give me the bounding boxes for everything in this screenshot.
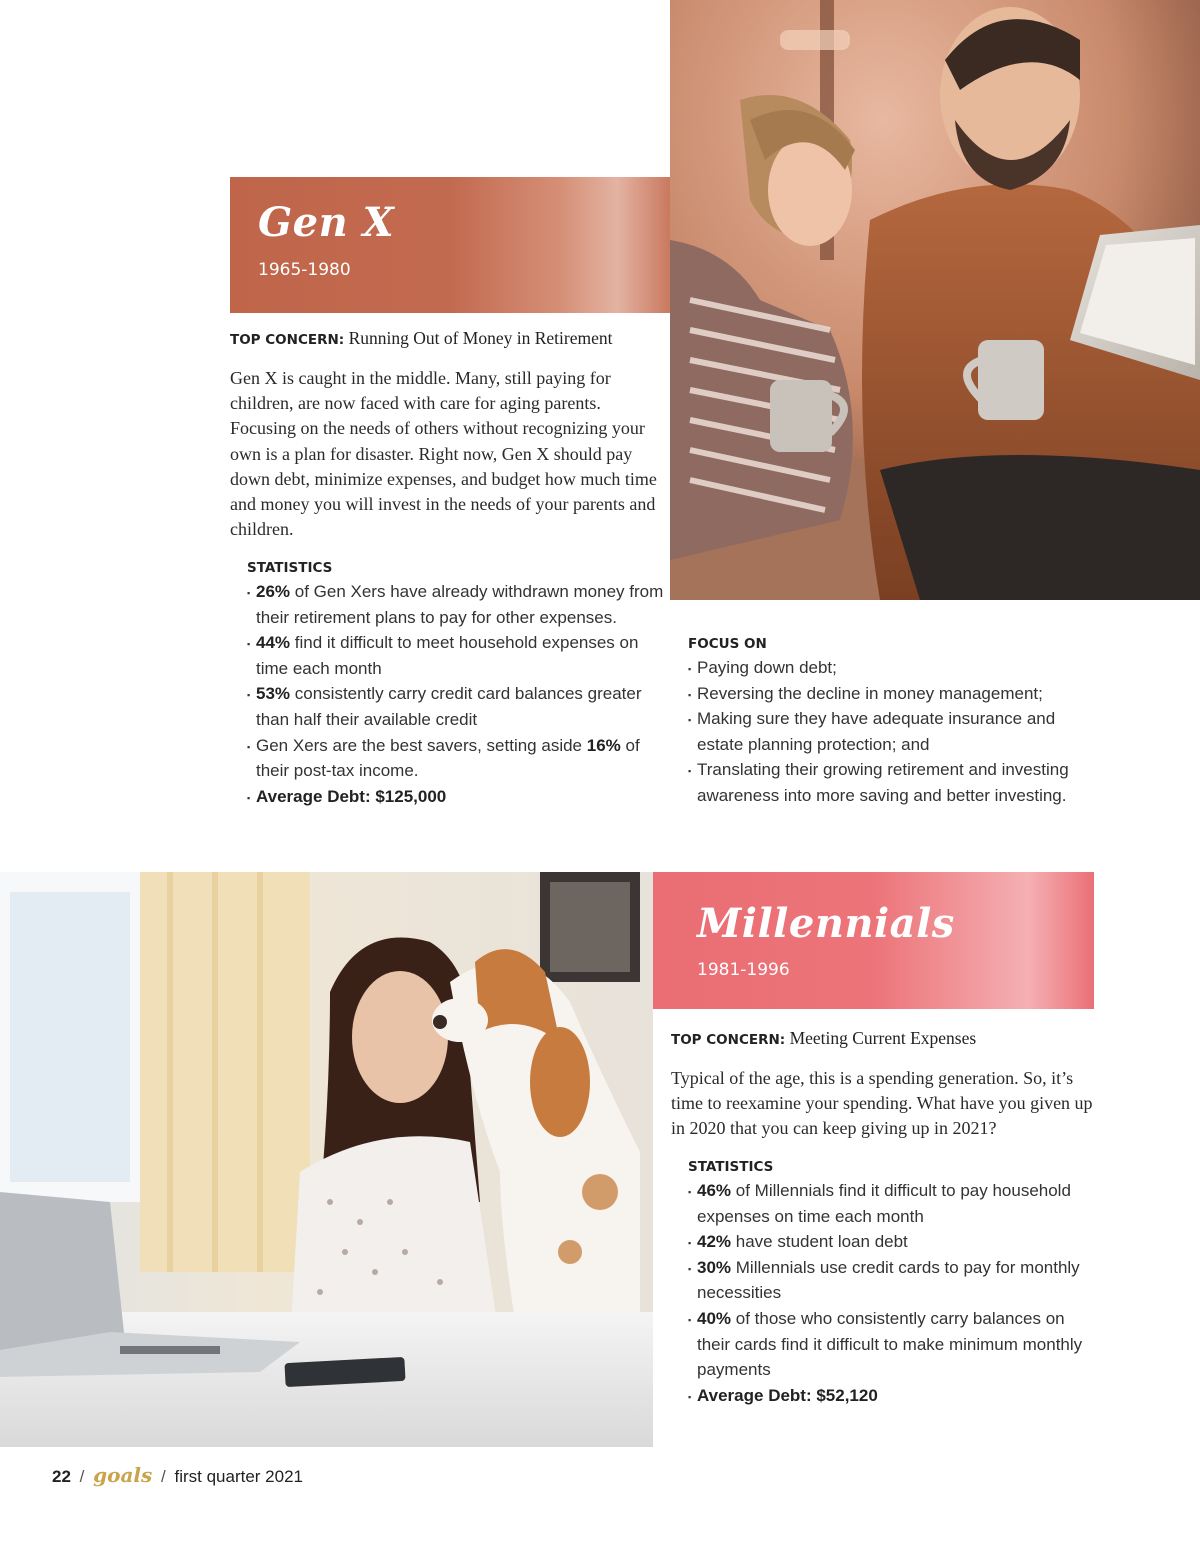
millennials-body: Typical of the age, this is a spending generation. So, it’s time to reexamine your spending. What have you given up in 2020 that you can keep giving up in 2021? <box>671 1068 1093 1139</box>
genx-top-concern <box>230 328 613 349</box>
footer-separator: / <box>79 1467 85 1486</box>
list-item: ▪ Average Debt: $125,000 <box>247 784 667 810</box>
list-item: ▪ 40% of those who consistently carry balances on their cards find it difficult to make minimum monthly payments <box>688 1306 1100 1383</box>
list-item: ▪ Gen Xers are the best savers, setting aside 16% of their post-tax income. <box>247 733 667 784</box>
woman-with-dog-photo <box>0 872 653 1447</box>
footer-separator: / <box>161 1467 166 1486</box>
genx-focus-on <box>688 633 1098 809</box>
genx-stats-heading: STATISTICS <box>247 560 333 576</box>
list-item: ▪ 44% find it difficult to meet household expenses on time each month <box>247 630 667 681</box>
page-footer <box>52 1463 303 1487</box>
millennials-concern-label: TOP CONCERN: <box>671 1032 786 1048</box>
issue-label: first quarter 2021 <box>174 1467 303 1486</box>
list-item: ▪ Making sure they have adequate insurance and estate planning protection; and <box>688 706 1098 757</box>
list-item: ▪ Translating their growing retirement and investing awareness into more saving and better investing. <box>688 757 1098 808</box>
genx-body: Gen X is caught in the middle. Many, still paying for children, are now faced with care for aging parents. Focusing on the needs of others without recognizing your own is a plan for disaster. Right now, Gen X should pay down debt, minimize expenses, and budget how much time and money you will invest in the needs of your parents and children. <box>230 368 657 540</box>
genx-years: 1965-1980 <box>258 260 351 280</box>
list-item: ▪ Average Debt: $52,120 <box>688 1383 1100 1409</box>
goals-logo: goals <box>93 1463 153 1487</box>
millennials-concern-text: Meeting Current Expenses <box>785 1028 977 1048</box>
list-item: ▪ 46% of Millennials find it difficult to pay household expenses on time each month <box>688 1178 1100 1229</box>
page-number: 22 <box>52 1467 71 1486</box>
list-item: ▪ 42% have student loan debt <box>688 1229 1100 1255</box>
millennials-top-concern <box>671 1028 976 1049</box>
millennials-years: 1981-1996 <box>697 960 790 980</box>
list-item: ▪ 30% Millennials use credit cards to pay for monthly necessities <box>688 1255 1100 1306</box>
millennials-stats-heading: STATISTICS <box>688 1159 774 1175</box>
list-item: ▪ Paying down debt; <box>688 655 1098 681</box>
genx-concern-text: Running Out of Money in Retirement <box>344 328 613 348</box>
millennials-statistics <box>688 1156 1100 1408</box>
genx-concern-label: TOP CONCERN: <box>230 332 345 348</box>
genx-header <box>230 177 670 313</box>
list-item: ▪ Reversing the decline in money management; <box>688 681 1098 707</box>
list-item: ▪ 26% of Gen Xers have already withdrawn money from their retirement plans to pay for other expenses. <box>247 579 667 630</box>
genx-statistics <box>247 557 667 809</box>
millennials-header <box>653 872 1094 1009</box>
couple-photo <box>670 0 1200 600</box>
list-item: ▪ 53% consistently carry credit card balances greater than half their available credit <box>247 681 667 732</box>
genx-focus-heading: FOCUS ON <box>688 636 767 652</box>
genx-title: Gen X <box>258 199 395 246</box>
millennials-title: Millennials <box>697 900 955 947</box>
